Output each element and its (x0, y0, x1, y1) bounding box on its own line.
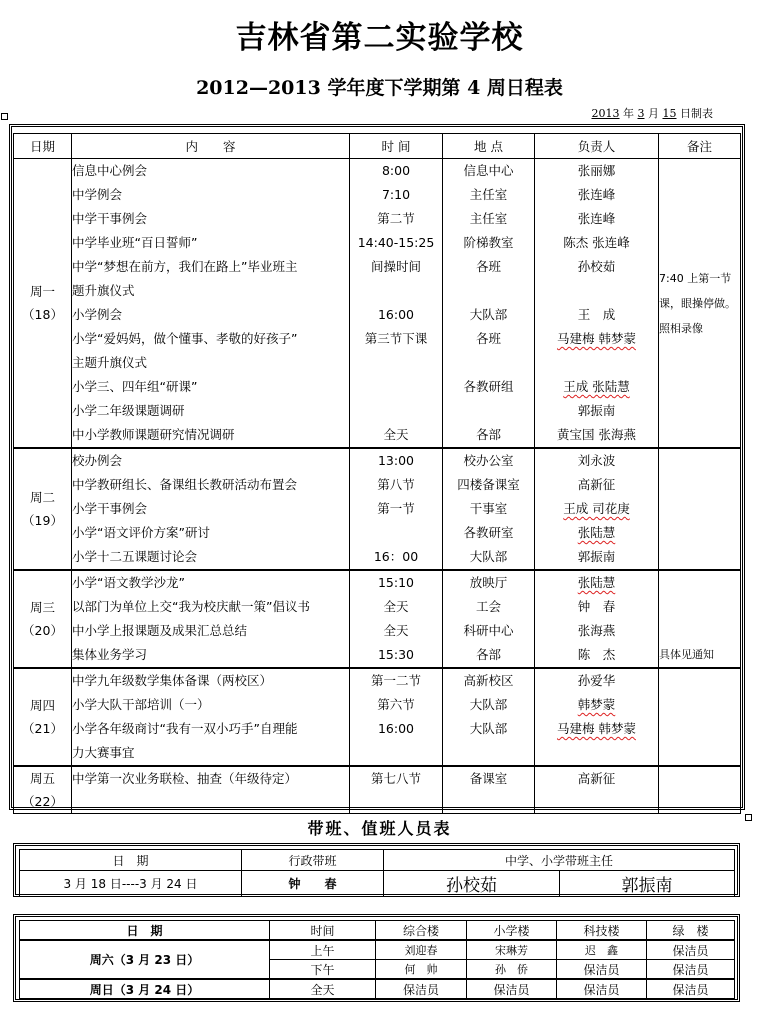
event-person: 王 成 (577, 307, 616, 322)
day-row (14, 570, 741, 668)
spacer (350, 279, 442, 303)
spacer (350, 741, 442, 765)
day-name: 周一 (29, 284, 55, 299)
content-column (72, 668, 350, 766)
event-content-continued: 题升旗仪式 (72, 283, 135, 298)
duty-roster-title: 带班、值班人员表 (307, 819, 452, 838)
sun-b1: 保洁员 (376, 979, 467, 999)
duty-date-range: 3 月 18 日----3 月 24 日 (20, 871, 242, 897)
event-place: 备课室 (469, 771, 508, 786)
sat-am-b4: 保洁员 (647, 940, 735, 960)
event-person: 陈 杰 (577, 647, 616, 662)
col-header-place: 地 点 (443, 134, 535, 159)
col-header-content: 内 容 (72, 134, 350, 159)
spacer (535, 351, 658, 375)
event-content: 校办例会 (72, 453, 123, 468)
day-row (14, 159, 741, 449)
event-content: 小学三、四年组“研课” (72, 379, 198, 394)
event-place: 各部 (475, 647, 501, 662)
event-person: 钟 春 (577, 599, 616, 614)
duty-col-date: 日 期 (20, 850, 242, 871)
event-time: 第一节 (377, 501, 415, 516)
date-label-month: 月 (648, 107, 659, 120)
event-place: 科研中心 (463, 623, 514, 638)
col-header-time: 时 间 (350, 134, 443, 159)
spacer (443, 741, 534, 765)
day-cell (14, 159, 72, 449)
day-name: 周四 (29, 698, 55, 713)
day-number: （21） (22, 721, 63, 736)
weekend-col-b4: 绿 楼 (647, 921, 735, 941)
event-place: 放映厅 (469, 575, 508, 590)
spacer (535, 741, 658, 765)
document-date (592, 106, 714, 122)
place-column (443, 668, 535, 766)
event-content: 中学干事例会 (72, 211, 148, 226)
event-time: 16:00 (377, 721, 415, 736)
event-place: 校办公室 (463, 453, 514, 468)
event-place: 信息中心 (463, 163, 514, 178)
event-place: 四楼备课室 (457, 477, 520, 492)
place-column (443, 448, 535, 570)
duty-admin-name: 钟 春 (242, 871, 384, 897)
schedule-header-row (14, 134, 741, 159)
event-person: 王成 张陆慧 (563, 379, 630, 394)
place-column (443, 159, 535, 449)
event-place: 各教研室 (463, 525, 514, 540)
event-content: 以部门为单位上交“我为校庆献一策”倡议书 (72, 599, 310, 614)
note-cell: 具体见通知 (659, 570, 741, 668)
event-person: 张陆慧 (577, 575, 616, 590)
sun-time: 全天 (270, 979, 376, 999)
col-header-person: 负责人 (535, 134, 659, 159)
weekend-col-b1: 综合楼 (376, 921, 467, 941)
weekend-row-sat-am (20, 940, 735, 960)
duty-data-row (20, 871, 735, 897)
duty-col-head: 中学、小学带班主任 (384, 850, 735, 871)
event-place: 大队部 (469, 549, 508, 564)
event-content: 小学“爱妈妈，做个懂事、孝敬的好孩子” (72, 331, 298, 346)
event-time: 16：00 (373, 549, 419, 564)
event-content: 小学大队干部培训（一） (72, 697, 210, 712)
day-number: （18） (22, 307, 63, 322)
event-time (350, 399, 442, 423)
event-time (350, 521, 442, 545)
time-column (350, 570, 443, 668)
day-row (14, 766, 741, 814)
event-place: 干事室 (469, 501, 508, 516)
content-column (72, 448, 350, 570)
weekend-sat-label: 周六（3 月 23 日） (20, 940, 270, 979)
event-person: 刘永波 (577, 453, 616, 468)
event-time: 14:40-15:25 (357, 235, 435, 250)
duty-col-admin: 行政带班 (242, 850, 384, 871)
weekend-header-row (20, 921, 735, 941)
event-time: 第二节 (377, 211, 415, 226)
day-row (14, 448, 741, 570)
event-time: 间操时间 (370, 259, 421, 274)
sat-pm-b3: 保洁员 (557, 960, 647, 980)
duty-head-middle: 孙校茹 (384, 871, 560, 897)
table-anchor-handle[interactable] (1, 113, 8, 120)
time-column (350, 668, 443, 766)
spacer (443, 351, 534, 375)
event-content: 小学二年级课题调研 (72, 403, 185, 418)
event-time: 15:10 (377, 575, 415, 590)
event-place: 主任室 (469, 187, 508, 202)
event-content: 中学九年级数学集体备课（两校区） (72, 673, 273, 688)
event-content: 中学毕业班“百日誓师” (72, 235, 198, 250)
event-person: 陈杰 张连峰 (563, 235, 630, 250)
sat-pm-b4: 保洁员 (647, 960, 735, 980)
spacer (443, 279, 534, 303)
event-time: 第三节下课 (364, 331, 428, 346)
duty-head-primary: 郭振南 (560, 871, 735, 897)
event-place: 大队部 (469, 697, 508, 712)
event-person: 张连峰 (577, 187, 616, 202)
note-cell (659, 766, 741, 814)
day-cell (14, 570, 72, 668)
event-person: 张海燕 (577, 623, 616, 638)
event-time: 全天 (383, 623, 409, 638)
event-content: 小学干事例会 (72, 501, 148, 516)
event-person: 高新征 (577, 771, 616, 786)
person-column (535, 448, 659, 570)
day-number: （19） (22, 513, 63, 528)
event-time: 15:30 (377, 647, 415, 662)
weekend-row-sun (20, 979, 735, 999)
event-time: 第七八节 (370, 771, 421, 786)
content-column (72, 766, 350, 814)
event-time: 全天 (383, 599, 409, 614)
event-content: 小学例会 (72, 307, 123, 322)
event-content: 中学“梦想在前方，我们在路上”毕业班主 (72, 259, 298, 274)
event-person: 郭振南 (577, 549, 616, 564)
duty-header-row (20, 850, 735, 871)
event-time: 7:10 (381, 187, 411, 202)
day-number: （22） (22, 794, 63, 809)
event-person: 孙爱华 (577, 673, 616, 688)
day-name: 周五 (29, 771, 55, 786)
event-place: 各教研组 (463, 379, 514, 394)
time-column (350, 448, 443, 570)
weekend-col-time: 时间 (270, 921, 376, 941)
event-time: 全天 (383, 427, 409, 442)
date-day: 15 (662, 107, 677, 120)
event-person: 韩梦蒙 (577, 697, 616, 712)
event-time: 第六节 (377, 697, 415, 712)
event-person: 马建梅 韩梦蒙 (557, 721, 636, 736)
day-name: 周三 (29, 600, 55, 615)
event-content: 中学例会 (72, 187, 123, 202)
event-time: 16:00 (377, 307, 415, 322)
event-time (350, 375, 442, 399)
col-header-note: 备注 (659, 134, 741, 159)
event-content-continued: 主题升旗仪式 (72, 355, 148, 370)
event-person: 马建梅 韩梦蒙 (557, 331, 636, 346)
event-place: 阶梯教室 (463, 235, 514, 250)
event-person: 黄宝国 张海燕 (557, 427, 636, 442)
spacer (535, 279, 658, 303)
date-month: 3 (637, 107, 645, 120)
event-content: 小学十二五课题讨论会 (72, 549, 198, 564)
event-person: 郭振南 (577, 403, 616, 418)
day-cell (14, 668, 72, 766)
event-place: 各班 (475, 259, 501, 274)
sat-pm-b1: 何 帅 (376, 960, 467, 980)
event-content: 信息中心例会 (72, 163, 148, 178)
sat-am-time: 上午 (270, 940, 376, 960)
day-name: 周二 (29, 490, 55, 505)
event-content: 小学“语文教学沙龙” (72, 575, 185, 590)
day-cell (14, 766, 72, 814)
event-time: 第一二节 (370, 673, 421, 688)
content-column (72, 570, 350, 668)
event-content: 小学“语文评价方案”研讨 (72, 525, 210, 540)
sun-b2: 保洁员 (467, 979, 557, 999)
duty-roster-table (19, 849, 735, 897)
event-content: 中小学教师课题研究情况调研 (72, 427, 235, 442)
event-place: 各班 (475, 331, 501, 346)
weekend-duty-table (19, 920, 735, 999)
event-content: 中小学上报课题及成果汇总总结 (72, 623, 248, 638)
person-column (535, 570, 659, 668)
sat-am-b2: 宋琳芳 (467, 940, 557, 960)
weekend-col-date: 日 期 (20, 921, 270, 941)
weekend-sun-label: 周日（3 月 24 日） (20, 979, 270, 999)
event-content-continued: 力大赛事宜 (72, 745, 135, 760)
event-time: 8:00 (381, 163, 411, 178)
note-cell: 7:40 上第一节课，眼操停做。照相录像 (659, 159, 741, 449)
date-label-year: 年 (623, 107, 634, 120)
document-title: 吉林省第二实验学校 (235, 20, 524, 56)
date-suffix: 日制表 (680, 107, 713, 120)
event-person: 张连峰 (577, 211, 616, 226)
weekend-col-b3: 科技楼 (557, 921, 647, 941)
event-person: 高新征 (577, 477, 616, 492)
event-person: 孙校茹 (577, 259, 616, 274)
sat-am-b1: 刘迎春 (376, 940, 467, 960)
person-column (535, 159, 659, 449)
note-cell (659, 448, 741, 570)
time-column (350, 766, 443, 814)
place-column (443, 570, 535, 668)
event-place: 工会 (475, 599, 501, 614)
event-place: 主任室 (469, 211, 508, 226)
event-person: 王成 司花庚 (563, 501, 630, 516)
document-subtitle: 2012—2013 学年度下学期第 4 周日程表 (196, 77, 563, 99)
event-content: 中学教研组长、备课组长教研活动布置会 (72, 477, 298, 492)
event-place: 大队部 (469, 307, 508, 322)
table-resize-handle[interactable] (745, 814, 752, 821)
event-time: 第八节 (377, 477, 415, 492)
sun-b4: 保洁员 (647, 979, 735, 999)
event-content: 集体业务学习 (72, 647, 148, 662)
day-cell (14, 448, 72, 570)
event-time: 13:00 (377, 453, 415, 468)
spacer (350, 351, 442, 375)
time-column (350, 159, 443, 449)
sat-am-b3: 迟 鑫 (557, 940, 647, 960)
place-column (443, 766, 535, 814)
event-place: 高新校区 (463, 673, 514, 688)
event-person: 张陆慧 (577, 525, 616, 540)
weekly-schedule-table (13, 133, 741, 814)
event-content: 中学第一次业务联检、抽查（年级待定） (72, 771, 298, 786)
day-row (14, 668, 741, 766)
person-column (535, 668, 659, 766)
event-person: 张丽娜 (577, 163, 616, 178)
event-place: 各部 (475, 427, 501, 442)
sat-pm-b2: 孙 侨 (467, 960, 557, 980)
event-place (443, 399, 534, 423)
weekend-col-b2: 小学楼 (467, 921, 557, 941)
event-place: 大队部 (469, 721, 508, 736)
date-year: 2013 (591, 107, 620, 120)
day-number: （20） (22, 623, 63, 638)
event-content: 小学各年级商讨“我有一双小巧手”自理能 (72, 721, 298, 736)
sat-pm-time: 下午 (270, 960, 376, 980)
person-column (535, 766, 659, 814)
content-column (72, 159, 350, 449)
col-header-date: 日期 (14, 134, 72, 159)
note-cell (659, 668, 741, 766)
sun-b3: 保洁员 (557, 979, 647, 999)
